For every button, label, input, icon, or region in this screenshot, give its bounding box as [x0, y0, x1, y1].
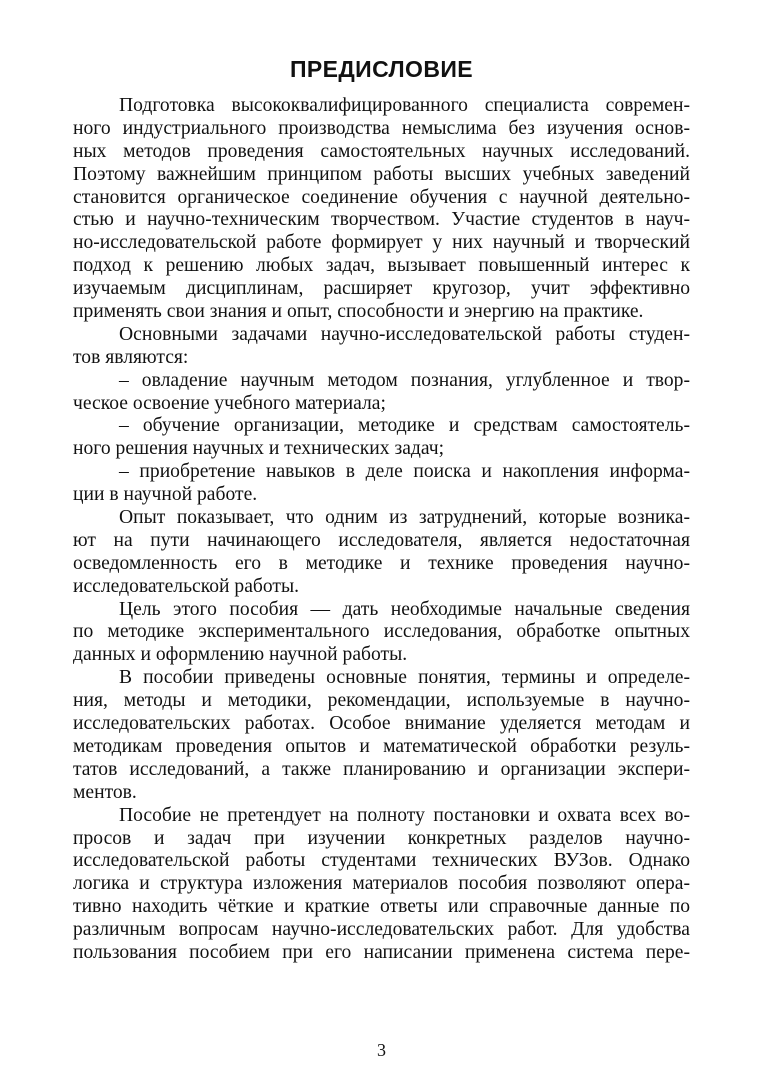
text-line: ют на пути начинающего исследователя, является недостаточная [73, 529, 690, 551]
text-line: татов исследований, а также планированию и организации экспери- [73, 758, 690, 780]
text-line: ческое освоение учебного материала; [73, 392, 386, 414]
text-line: пользования пособием при его написании применена система пере- [73, 941, 690, 963]
text-line: становится органическое соединение обучения с научной деятельно- [73, 186, 690, 208]
text-line: исследовательской работы. [73, 575, 300, 597]
page-title: ПРЕДИСЛОВИЕ [289, 56, 474, 82]
text-line: подход к решению любых задач, вызывает повышенный интерес к [73, 255, 690, 277]
page-number: 3 [377, 1040, 386, 1060]
paragraph [73, 507, 690, 599]
text-line: ного индустриального производства немыслима без изучения основ- [73, 117, 690, 139]
text-line: ного решения научных и технических задач; [73, 438, 445, 460]
text-line: – овладение научным методом познания, углубленное и твор- [119, 369, 690, 391]
text-line: логика и структура изложения материалов пособия позволяют опера- [73, 873, 690, 895]
paragraph [73, 324, 690, 370]
text-line: данных и оформлению научной работы. [73, 644, 408, 666]
text-line: ментов. [73, 781, 137, 803]
text-line: просов и задач при изучении конкретных разделов научно- [73, 827, 690, 849]
text-line: ния, методы и методики, рекомендации, используемые в научно- [73, 690, 690, 712]
text-line: Подготовка высококвалифицированного специалиста современ- [119, 95, 690, 116]
preface-text [73, 95, 690, 965]
text-line: различным вопросам научно-исследовательских работ. Для удобства [73, 919, 690, 941]
list-item [73, 415, 690, 461]
paragraph [73, 95, 690, 324]
paragraph [73, 599, 690, 668]
text-line: – обучение организации, методике и средствам самостоятель- [119, 415, 690, 437]
text-line: но-исследовательской работе формирует у них научный и творческий [73, 232, 690, 254]
text-line: Опыт показывает, что одним из затруднений, которые возника- [119, 507, 690, 529]
text-line: В пособии приведены основные понятия, термины и определе- [119, 667, 690, 689]
text-line: исследовательских работах. Особое внимание уделяется методам и [73, 713, 690, 735]
text-line: изучаемым дисциплинам, расширяет кругозор, учит эффективно [73, 278, 690, 300]
text-line: ции в научной работе. [73, 484, 258, 506]
list-item [73, 370, 690, 416]
text-line: стью и научно-техническим творчеством. Участие студентов в науч- [73, 209, 690, 231]
paragraph [73, 667, 690, 804]
list-item [73, 461, 690, 507]
text-line: исследовательской работы студентами технических ВУЗов. Однако [73, 850, 690, 872]
text-line: Пособие не претендует на полноту постановки и охвата всех во- [119, 804, 690, 826]
text-line: по методике экспериментального исследования, обработке опытных [73, 621, 690, 643]
text-line: тивно находить чёткие и краткие ответы или справочные данные по [73, 896, 690, 918]
text-line: ных методов проведения самостоятельных научных исследований. [73, 140, 690, 162]
text-line: Основными задачами научно-исследовательской работы студен- [119, 323, 690, 345]
text-line: методикам проведения опытов и математической обработки резуль- [73, 735, 690, 757]
text-line: применять свои знания и опыт, способности и энергию на практике. [73, 301, 644, 323]
text-line: тов являются: [73, 346, 189, 368]
paragraph [73, 805, 690, 965]
text-line: – приобретение навыков в деле поиска и накопления информа- [119, 461, 690, 483]
text-line: осведомленность его в методике и технике проведения научно- [73, 552, 690, 574]
text-line: Цель этого пособия — дать необходимые начальные сведения [119, 598, 690, 620]
text-line: Поэтому важнейшим принципом работы высших учебных заведений [73, 163, 690, 185]
